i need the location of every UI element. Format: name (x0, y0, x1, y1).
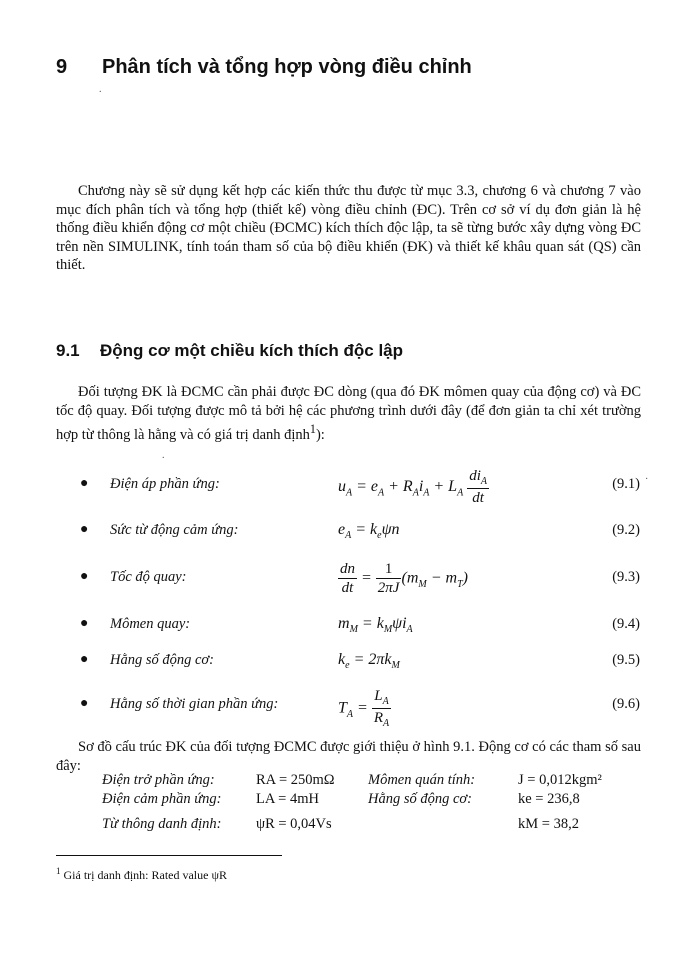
equation-number: (9.5) (612, 652, 640, 668)
equation-formula: $\frac{dn}{dt}$ = $\frac{1}{2\pi J}$ $(m_M - m_T)$ (340, 561, 468, 596)
param-label: Từ thông danh định: (102, 816, 222, 832)
equation-number: (9.6) (612, 696, 640, 712)
equation-row (56, 468, 649, 506)
param-value: LA = 4mH (256, 791, 319, 807)
param-label: Hằng số động cơ: (368, 791, 472, 807)
equation-formula: $k_e = 2\pi k_M$ (338, 651, 400, 672)
params-intro-text: Sơ đồ cấu trúc ĐK của đối tượng ĐCMC được giới thiệu ở hình 9.1. Động cơ có các tham số sau đây: (56, 739, 641, 774)
footnote-text: Giá trị danh định: Rated value ψR (63, 868, 227, 882)
equation-row (56, 515, 646, 545)
bullet-icon: ● (80, 652, 89, 667)
chapter-intro-text: Chương này sẽ sử dụng kết hợp các kiến thức thu được từ mục 3.3, chương 6 và chương 7 vào mục đích phân tích và tổng hợp (thiết kế) vòng điều chỉnh (ĐC). Trên cơ sở ví dụ đơn giản là hệ thống điều khiển động cơ một chiều (ĐCMC) kích thích độc lập, ta sẽ từng bước xây dựng vòng ĐC trên nền SIMULINK, tính toán tham số của bộ điều khiển (ĐK) và thiết kế khâu quan sát (QS) cần thiết. (56, 183, 641, 274)
chapter-title: Phân tích và tổng hợp vòng điều chỉnh (102, 56, 472, 78)
chapter-number: 9 (56, 56, 68, 78)
chapter-intro (56, 182, 641, 275)
param-value: RA = 250mΩ (256, 772, 335, 788)
section-title: Động cơ một chiều kích thích độc lập (100, 341, 404, 360)
equation-formula: $T_A$ = $\frac{L_A}{R_A}$ (338, 688, 390, 729)
equation-label: Tốc độ quay: (110, 569, 187, 585)
params-intro (56, 738, 641, 775)
param-value: kM = 38,2 (518, 816, 579, 832)
parameter-table (56, 771, 656, 834)
equation-number: (9.4) (612, 616, 640, 632)
param-value: ψR = 0,04Vs (256, 816, 332, 832)
section-intro (56, 383, 641, 445)
parameter-row (56, 815, 656, 834)
scan-speck: . (99, 84, 102, 95)
param-label: Mômen quán tính: (368, 772, 476, 788)
param-value: J = 0,012kgm² (518, 772, 602, 788)
section-number: 9.1 (56, 341, 80, 360)
chapter-heading (56, 56, 472, 79)
param-label: Điện trở phần ứng: (102, 772, 215, 788)
bullet-icon: ● (80, 476, 89, 491)
footnote (56, 866, 227, 883)
parameter-row (56, 790, 656, 809)
equation-formula: $m_M = k_M\psi i_A$ (338, 615, 413, 636)
footnote-mark: 1 (56, 866, 61, 876)
equation-number: (9.1) (612, 476, 640, 492)
bullet-icon: ● (80, 569, 89, 584)
equation-row (56, 609, 646, 639)
equation-label: Sức từ động cảm ứng: (110, 522, 239, 538)
footnote-ref: 1 (309, 422, 316, 437)
equation-row (56, 561, 646, 596)
section-intro-end: ): (315, 427, 325, 444)
equation-label: Hằng số thời gian phần ứng: (110, 696, 279, 712)
footnote-divider (56, 855, 282, 856)
section-heading (56, 341, 403, 361)
bullet-icon: ● (80, 696, 89, 711)
param-label: Điện cảm phần ứng: (102, 791, 222, 807)
equation-row (56, 688, 646, 729)
equation-number: (9.2) (612, 522, 640, 538)
equation-row (56, 645, 646, 675)
section-intro-text: Đối tượng ĐK là ĐCMC cần phải được ĐC dòng (qua đó ĐK mômen quay của động cơ) và ĐC tốc độ quay. Đối tượng được mô tả bởi hệ các phương trình dưới đây (để đơn giản ta chỉ xét trường hợp từ thông là hằng và có giá trị danh định (56, 384, 641, 444)
scan-speck: · (645, 474, 649, 485)
equation-number: (9.3) (612, 569, 640, 585)
bullet-icon: ● (80, 616, 89, 631)
bullet-icon: ● (80, 522, 89, 537)
equation-formula: $e_A = k_e\psi n$ (338, 521, 400, 542)
equation-label: Mômen quay: (110, 616, 191, 632)
scan-speck: . (162, 450, 165, 461)
parameter-row (56, 771, 656, 790)
param-value: ke = 236,8 (518, 791, 580, 807)
section-intro-paragraph (56, 383, 641, 445)
equation-formula: $u_A = e_A + R_Ai_A + L_A$ $\frac{di_A}{dt}$ (338, 468, 487, 506)
equation-label: Điện áp phần ứng: (110, 476, 220, 492)
equation-label: Hằng số động cơ: (110, 652, 214, 668)
